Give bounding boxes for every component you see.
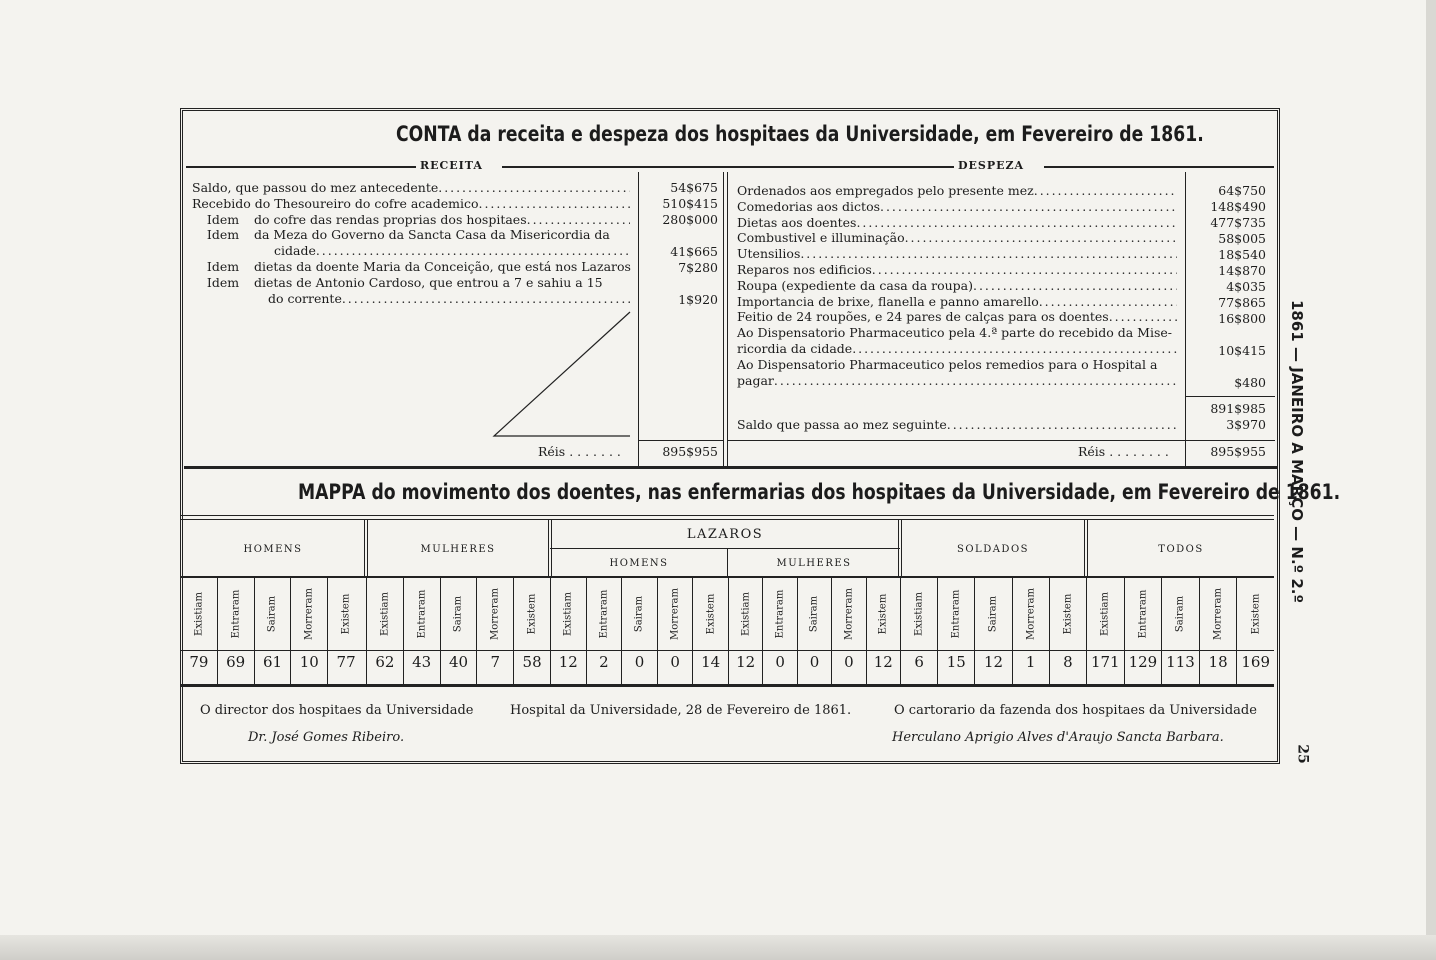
rule bbox=[727, 440, 1275, 441]
column-header: Entraram bbox=[1124, 578, 1162, 650]
despeza-line: Comedorias aos dictos . . . bbox=[737, 199, 1177, 215]
table-cell: 15 bbox=[937, 650, 974, 686]
director-name: Dr. José Gomes Ribeiro. bbox=[248, 730, 405, 745]
column-header: Entraram bbox=[937, 578, 974, 650]
receita-total: 895$955 bbox=[662, 444, 718, 459]
column-rule bbox=[901, 520, 902, 578]
table-cell: 62 bbox=[366, 650, 403, 686]
column-rule bbox=[1084, 520, 1085, 578]
receita-line: Saldo, que passou do mez antecedente . . . bbox=[192, 180, 630, 196]
column-header: Existem bbox=[1049, 578, 1086, 650]
column-header: Entraram bbox=[217, 578, 254, 650]
receita-amount: 54$675 bbox=[670, 180, 718, 195]
column-header: Existem bbox=[866, 578, 900, 650]
despeza-line: pagar . . . bbox=[737, 373, 1177, 389]
receita-list bbox=[192, 180, 630, 306]
despeza-subtotal: 891$985 bbox=[1210, 401, 1266, 416]
group-soldados: SOLDADOS bbox=[957, 544, 1029, 555]
despeza-amount: 10$415 bbox=[1218, 343, 1266, 358]
table-cell: 77 bbox=[327, 650, 364, 686]
table-cell: 1 bbox=[1012, 650, 1049, 686]
despeza-amount: 14$870 bbox=[1218, 263, 1266, 278]
group-todos: TODOS bbox=[1158, 544, 1204, 555]
column-header: Sairam bbox=[440, 578, 477, 650]
table-cell: 6 bbox=[900, 650, 937, 686]
column-header: Existem bbox=[692, 578, 728, 650]
table-cell: 10 bbox=[290, 650, 327, 686]
despeza-total: 895$955 bbox=[1210, 444, 1266, 459]
group-homens: HOMENS bbox=[243, 544, 303, 555]
column-rule bbox=[727, 549, 728, 578]
receita-reis-label: Réis . . . . . . . bbox=[538, 444, 621, 459]
column-rule bbox=[727, 172, 728, 468]
column-header: Existiam bbox=[366, 578, 403, 650]
mappa-title: MAPPA do movimento dos doentes, nas enfermarias dos hospitaes da Universidade, em Fevereiro de 1861. bbox=[298, 480, 1341, 504]
despeza-line: Ao Dispensatorio Pharmaceutico pela 4.ª parte do recebido da Mise- bbox=[737, 325, 1172, 341]
despeza-label: DESPEZA bbox=[958, 159, 1025, 172]
table-cell: 0 bbox=[657, 650, 693, 686]
rule bbox=[550, 548, 900, 549]
column-header: Morreram bbox=[476, 578, 513, 650]
column-header: Sairam bbox=[974, 578, 1011, 650]
column-rule bbox=[367, 520, 368, 578]
despeza-amount: 4$035 bbox=[1226, 279, 1266, 294]
column-header: Sairam bbox=[1161, 578, 1199, 650]
despeza-amount: 64$750 bbox=[1218, 183, 1266, 198]
column-rule bbox=[551, 520, 552, 578]
receita-line: Idem dietas da doente Maria da Conceição, que está nos Lazaros bbox=[206, 258, 631, 274]
rule bbox=[180, 519, 1274, 520]
despeza-line: Utensilios . . . bbox=[737, 246, 1177, 262]
empty-space-brace bbox=[490, 310, 635, 440]
table-cell: 12 bbox=[866, 650, 900, 686]
column-header: Morreram bbox=[657, 578, 693, 650]
despeza-line: Ao Dispensatorio Pharmaceutico pelos remedios para o Hospital a bbox=[737, 356, 1158, 372]
receita-amount: 280$000 bbox=[662, 212, 718, 227]
cartorario-role: O cartorario da fazenda dos hospitaes da Universidade bbox=[894, 703, 1257, 718]
cartorario-name: Herculano Aprigio Alves d'Araujo Sancta Barbara. bbox=[892, 730, 1224, 745]
column-header: Sairam bbox=[797, 578, 831, 650]
rule bbox=[1185, 396, 1275, 397]
column-rule bbox=[1185, 172, 1186, 468]
table-cell: 0 bbox=[831, 650, 865, 686]
table-cell: 12 bbox=[728, 650, 762, 686]
receita-label: RECEITA bbox=[420, 159, 483, 172]
rule bbox=[180, 684, 1274, 687]
table-cell: 169 bbox=[1236, 650, 1274, 686]
director-role: O director dos hospitaes da Universidade bbox=[200, 703, 474, 718]
column-rule bbox=[548, 520, 549, 578]
receita-line: Idem dietas de Antonio Cardoso, que entrou a 7 e sahiu a 15 bbox=[206, 274, 603, 290]
column-rule bbox=[723, 172, 724, 468]
group-lazaros: LAZAROS bbox=[686, 527, 764, 542]
place-date: Hospital da Universidade, 28 de Fevereiro de 1861. bbox=[510, 703, 852, 718]
column-rule bbox=[364, 520, 365, 578]
page-edge-bottom bbox=[0, 935, 1436, 960]
table-cell: 58 bbox=[513, 650, 550, 686]
table-cell: 12 bbox=[550, 650, 586, 686]
column-header: Existem bbox=[327, 578, 364, 650]
despeza-amount: 58$005 bbox=[1218, 231, 1266, 246]
column-header: Entraram bbox=[762, 578, 796, 650]
table-cell: 113 bbox=[1161, 650, 1199, 686]
receita-amount: 41$665 bbox=[670, 244, 718, 259]
despeza-line: Dietas aos doentes . . . bbox=[737, 215, 1177, 231]
table-cell: 61 bbox=[254, 650, 291, 686]
saldo-amount: 3$970 bbox=[1226, 417, 1266, 432]
table-cell: 0 bbox=[797, 650, 831, 686]
saldo-row: Saldo que passa ao mez seguinte . . . bbox=[737, 417, 1177, 433]
running-head: 1861 — JANEIRO A MARÇO — N.º 2.º bbox=[1288, 300, 1306, 603]
column-header: Morreram bbox=[831, 578, 865, 650]
table-cell: 18 bbox=[1199, 650, 1237, 686]
table-cell: 171 bbox=[1086, 650, 1124, 686]
receita-line: do corrente . . . bbox=[192, 291, 630, 307]
column-rule bbox=[1087, 520, 1088, 578]
rule bbox=[186, 166, 416, 168]
despeza-line: Combustivel e illuminação . . . bbox=[737, 230, 1177, 246]
table-cell: 40 bbox=[440, 650, 477, 686]
column-header: Existiam bbox=[180, 578, 217, 650]
table-cell: 0 bbox=[621, 650, 657, 686]
despeza-amount: 77$865 bbox=[1218, 295, 1266, 310]
column-header: Entraram bbox=[403, 578, 440, 650]
receita-line: cidade . . . bbox=[192, 243, 630, 259]
rule bbox=[180, 515, 1274, 516]
receita-amount: 510$415 bbox=[662, 196, 718, 211]
column-header: Existiam bbox=[900, 578, 937, 650]
table-cell: 79 bbox=[180, 650, 217, 686]
despeza-amount: $480 bbox=[1234, 375, 1266, 390]
despeza-amount: 16$800 bbox=[1218, 311, 1266, 326]
despeza-amount: 148$490 bbox=[1210, 199, 1266, 214]
column-header: Sairam bbox=[254, 578, 291, 650]
despeza-line: Reparos nos edificios . . . bbox=[737, 262, 1177, 278]
despeza-reis-label: Réis . . . . . . . . bbox=[1078, 444, 1169, 459]
receita-line: Recebido do Thesoureiro do cofre academico . . . bbox=[192, 196, 630, 212]
despeza-line: ricordia da cidade . . . bbox=[737, 341, 1177, 357]
column-header: Entraram bbox=[586, 578, 622, 650]
rule bbox=[1044, 166, 1274, 168]
column-header: Morreram bbox=[1199, 578, 1237, 650]
conta-title: CONTA da receita e despeza dos hospitaes da Universidade, em Fevereiro de 1861. bbox=[396, 122, 1204, 146]
section-separator bbox=[184, 466, 1278, 469]
despeza-line: Importancia de brixe, flanella e panno amarello . . . bbox=[737, 294, 1177, 310]
page-edge bbox=[1426, 0, 1436, 960]
table-cell: 8 bbox=[1049, 650, 1086, 686]
despeza-amount: 477$735 bbox=[1210, 215, 1266, 230]
rule bbox=[638, 440, 724, 441]
despeza-line: Ordenados aos empregados pelo presente mez . . . bbox=[737, 183, 1177, 199]
receita-line: Idem do cofre das rendas proprias dos hospitaes . . . bbox=[192, 212, 630, 228]
despeza-line: Roupa (expediente da casa da roupa) . . . bbox=[737, 278, 1177, 294]
receita-amount: 1$920 bbox=[678, 292, 718, 307]
column-header: Existiam bbox=[728, 578, 762, 650]
table-cell: 0 bbox=[762, 650, 796, 686]
column-rule bbox=[898, 520, 899, 578]
despeza-amount: 18$540 bbox=[1218, 247, 1266, 262]
despeza-line: Feitio de 24 roupões, e 24 pares de calças para os doentes . . . bbox=[737, 309, 1177, 325]
group-lazaros-homens: HOMENS bbox=[609, 558, 669, 569]
receita-amount: 7$280 bbox=[678, 260, 718, 275]
rule bbox=[502, 166, 954, 168]
column-header: Existiam bbox=[1086, 578, 1124, 650]
rule bbox=[180, 650, 1274, 651]
column-rule bbox=[638, 172, 639, 468]
table-cell: 43 bbox=[403, 650, 440, 686]
table-cell: 12 bbox=[974, 650, 1011, 686]
group-lazaros-mulheres: MULHERES bbox=[776, 558, 852, 569]
column-header: Existiam bbox=[550, 578, 586, 650]
group-mulheres: MULHERES bbox=[420, 544, 496, 555]
table-cell: 2 bbox=[586, 650, 622, 686]
table-cell: 129 bbox=[1124, 650, 1162, 686]
table-cell: 7 bbox=[476, 650, 513, 686]
column-header: Existem bbox=[1236, 578, 1274, 650]
table-cell: 14 bbox=[692, 650, 728, 686]
despeza-list bbox=[737, 183, 1177, 388]
column-header: Existem bbox=[513, 578, 550, 650]
table-cell: 69 bbox=[217, 650, 254, 686]
column-header: Morreram bbox=[290, 578, 327, 650]
column-header: Morreram bbox=[1012, 578, 1049, 650]
receita-line: Idem da Meza do Governo da Sancta Casa da Misericordia da bbox=[206, 227, 610, 243]
column-header: Sairam bbox=[621, 578, 657, 650]
page-number: 25 bbox=[1294, 744, 1311, 764]
